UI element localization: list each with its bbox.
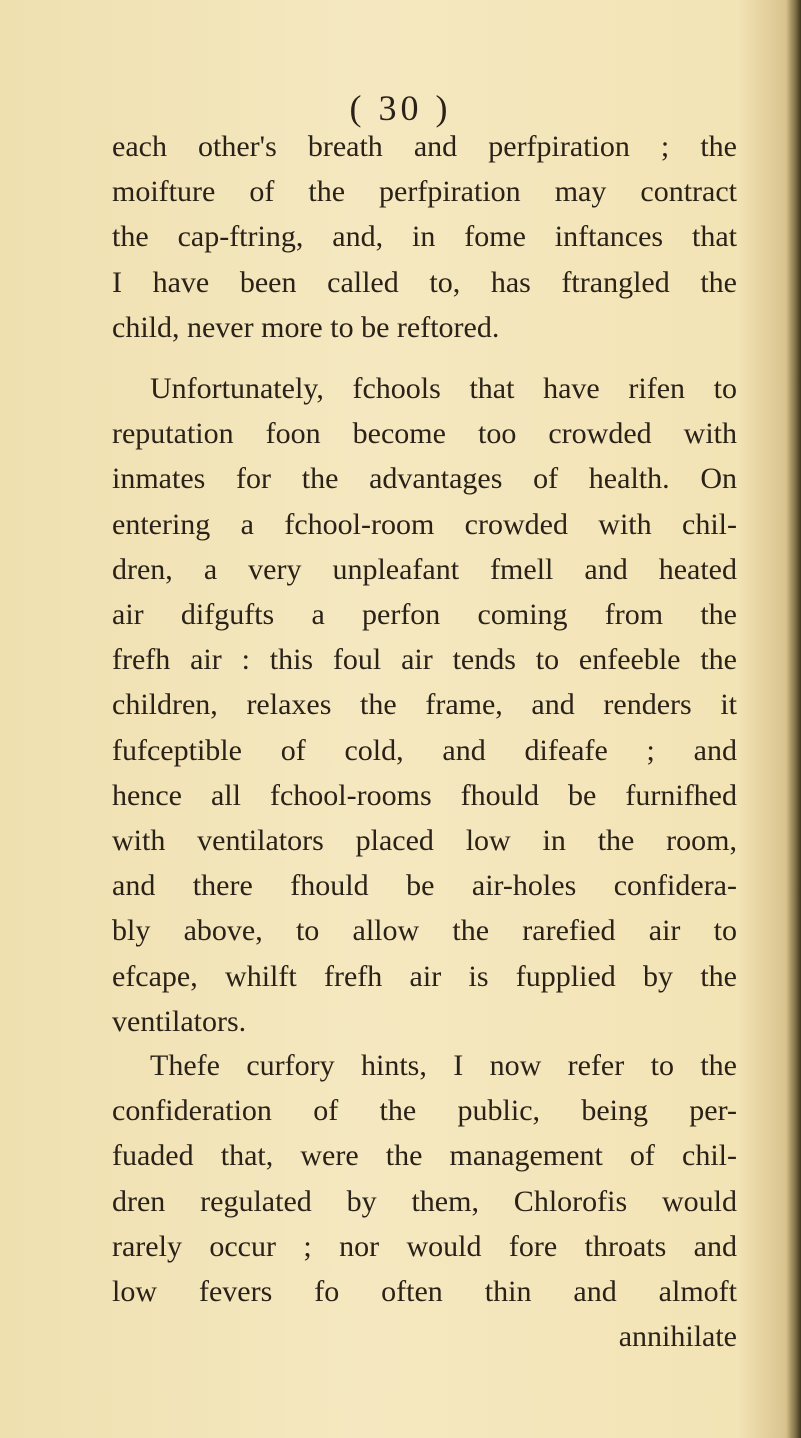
text-line: Unfortunately, fchools that have rifen to bbox=[150, 372, 737, 405]
text-line: dren regulated by them, Chlorofis would bbox=[112, 1184, 737, 1218]
text-line: each other's breath and perfpiration ; the bbox=[112, 130, 737, 163]
text-line: fufceptible of cold, and difeafe ; and bbox=[112, 733, 737, 767]
text-line: children, relaxes the frame, and renders it bbox=[112, 688, 737, 722]
text-line: frefh air : this foul air tends to enfeeble the bbox=[112, 643, 737, 677]
text-line: confideration of the public, being per- bbox=[112, 1094, 737, 1128]
text-line: efcape, whilft frefh air is fupplied by the bbox=[112, 959, 737, 993]
text-line: air difgufts a perfon coming from the bbox=[112, 598, 737, 632]
paragraph-3 bbox=[112, 1043, 737, 1359]
text-line: child, never more to be reftored. bbox=[112, 310, 500, 344]
text-line: fuaded that, were the management of chil- bbox=[112, 1139, 737, 1173]
text-line: dren, a very unpleafant fmell and heated bbox=[112, 552, 737, 586]
text-line: rarely occur ; nor would fore throats and bbox=[112, 1229, 737, 1263]
page-number: ( 30 ) bbox=[349, 88, 452, 128]
text-line: and there fhould be air-holes confidera- bbox=[112, 869, 737, 903]
text-line: I have been called to, has ftrangled the bbox=[112, 265, 737, 299]
paragraph-2 bbox=[112, 366, 737, 1044]
text-line: ventilators. bbox=[112, 1004, 247, 1038]
text-line: low fevers fo often thin and almoft bbox=[112, 1275, 737, 1309]
text-line: the cap-ftring, and, in fome inftances that bbox=[112, 220, 737, 254]
text-line: moifture of the perfpiration may contract bbox=[112, 175, 737, 209]
text-line: with ventilators placed low in the room, bbox=[112, 824, 737, 858]
text-line: inmates for the advantages of health. On bbox=[112, 462, 737, 496]
catchword: annihilate bbox=[618, 1320, 737, 1354]
text-line: entering a fchool-room crowded with chil- bbox=[112, 507, 737, 541]
text-line: reputation foon become too crowded with bbox=[112, 417, 737, 451]
paragraph-1 bbox=[112, 124, 737, 350]
text-line: bly above, to allow the rarefied air to bbox=[112, 914, 737, 948]
text-line: hence all fchool-rooms fhould be furnifhed bbox=[112, 778, 737, 812]
text-line: Thefe curfory hints, I now refer to the bbox=[150, 1049, 737, 1082]
page-edge-shadow bbox=[787, 0, 801, 1438]
